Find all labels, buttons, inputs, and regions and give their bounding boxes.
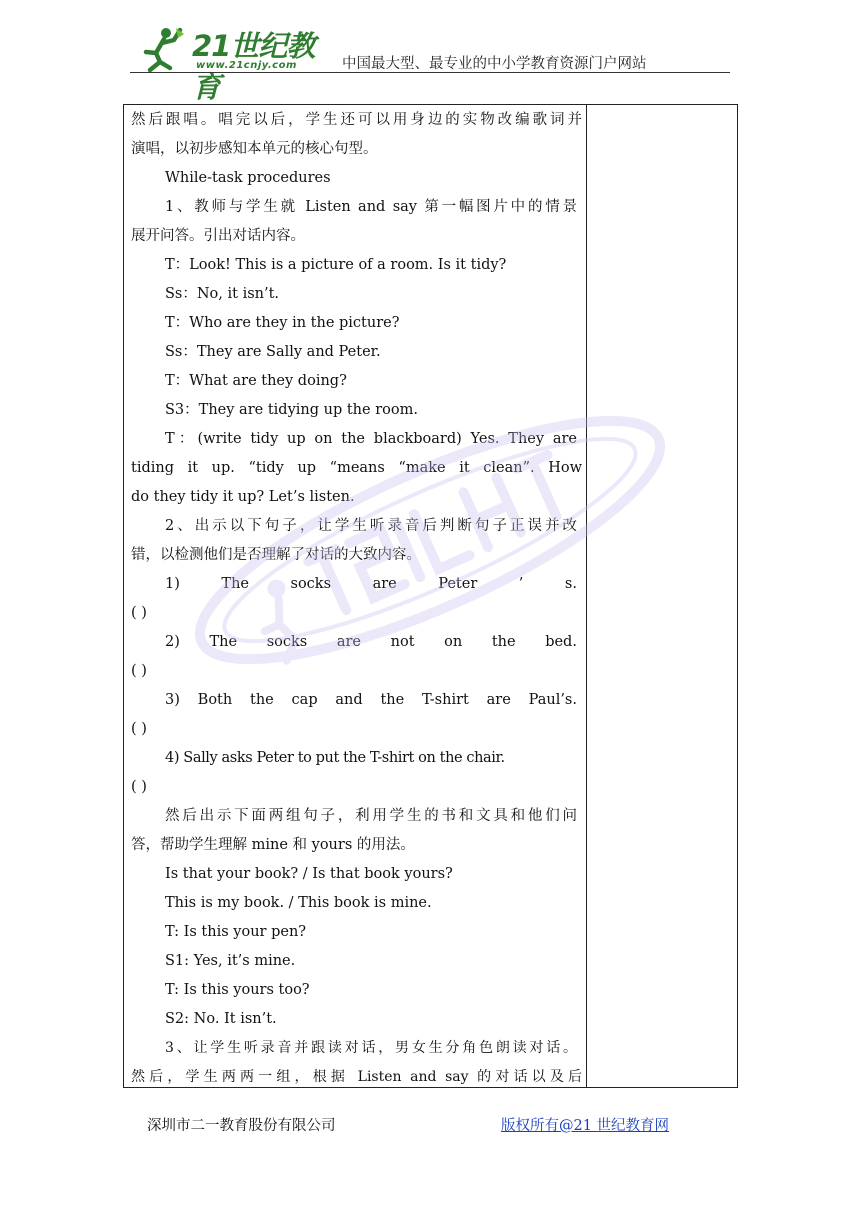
text-line: 然后跟唱。唱完以后，学生还可以用身边的实物改编歌词并	[131, 112, 582, 128]
answer-blank: ( )	[131, 721, 147, 737]
example-sentence: Is that your book? / Is that book yours?	[165, 866, 453, 882]
footer-copyright-link[interactable]: 版权所有@21 世纪教育网	[501, 1118, 670, 1134]
text-line: 答，帮助学生理解 mine 和 yours 的用法。	[131, 837, 415, 853]
exercise-item-3: 3) Both the cap and the T-shirt are Paul’s.	[165, 692, 577, 708]
dialogue-line: T：Look! This is a picture of a room. Is it tidy?	[165, 257, 507, 273]
dialogue-line: Ss：They are Sally and Peter.	[165, 344, 381, 360]
text-line: 演唱，以初步感知本单元的核心句型。	[131, 141, 378, 157]
example-sentence: This is my book. / This book is mine.	[165, 895, 432, 911]
answer-blank: ( )	[131, 663, 147, 679]
logo-brand-text: 21世纪教育	[192, 29, 315, 104]
header-divider	[130, 72, 730, 73]
answer-blank: ( )	[131, 779, 147, 795]
dialogue-line: S3：They are tidying up the room.	[165, 402, 418, 418]
lesson-table	[123, 104, 738, 1088]
word: The	[221, 576, 249, 592]
dialogue-line: T：(write tidy up on the blackboard) Yes. They are	[165, 431, 577, 447]
dialogue-line: S1: Yes, it’s mine.	[165, 953, 296, 969]
answer-blank: ( )	[131, 605, 147, 621]
page-header	[130, 24, 730, 104]
word: on	[444, 634, 463, 650]
word: s.	[564, 576, 577, 592]
word: are	[336, 634, 362, 650]
word: 1)	[165, 576, 180, 592]
text-line: 然后出示下面两组句子，利用学生的书和文具和他们问	[165, 808, 577, 824]
dialogue-line: T: Is this yours too?	[165, 982, 310, 998]
exercise-item-2	[165, 632, 577, 652]
dialogue-line: T: Is this your pen?	[165, 924, 307, 940]
text-line: 3、让学生听录音并跟读对话，男女生分角色朗读对话。	[165, 1040, 577, 1056]
word: ’	[518, 576, 524, 592]
runner-logo-icon	[136, 26, 186, 72]
word: are	[372, 576, 397, 592]
word: not	[390, 634, 415, 650]
dialogue-line: S2: No. It isn’t.	[165, 1011, 277, 1027]
dialogue-line: do they tidy it up? Let’s listen.	[131, 489, 355, 505]
exercise-item-4: 4) Sally asks Peter to put the T-shirt on the chair.	[165, 750, 505, 766]
word: Peter	[438, 576, 478, 592]
text-line: 错，以检测他们是否理解了对话的大致内容。	[131, 547, 421, 563]
dialogue-line: T：Who are they in the picture?	[165, 315, 400, 331]
word: The	[209, 634, 238, 650]
text-line: 然后，学生两两一组，根据 Listen and say 的对话以及后	[131, 1069, 582, 1085]
dialogue-line: tiding it up. “tidy up “means “make it clean”. How	[131, 460, 582, 476]
site-logo[interactable]	[130, 24, 330, 104]
text-line: 2、出示以下句子，让学生听录音后判断句子正误并改	[165, 518, 577, 534]
logo-url-text: www.21cnjy.com	[196, 60, 297, 71]
dialogue-line: T：What are they doing?	[165, 373, 347, 389]
notes-cell	[587, 105, 737, 1087]
word: the	[491, 634, 516, 650]
dialogue-line: Ss：No, it isn’t.	[165, 286, 280, 302]
text-line: 展开问答。引出对话内容。	[131, 228, 305, 244]
text-line: 1、教师与学生就 Listen and say 第一幅图片中的情景	[165, 199, 577, 215]
footer-company: 深圳市二一教育股份有限公司	[147, 1118, 336, 1134]
word: socks	[266, 634, 308, 650]
header-tagline: 中国最大型、最专业的中小学教育资源门户网站	[342, 56, 647, 72]
section-heading: While-task procedures	[165, 170, 331, 186]
lesson-content-cell	[124, 105, 586, 1087]
exercise-item-1	[165, 574, 577, 594]
word: 2)	[165, 634, 180, 650]
word: bed.	[545, 634, 577, 650]
word: socks	[290, 576, 332, 592]
